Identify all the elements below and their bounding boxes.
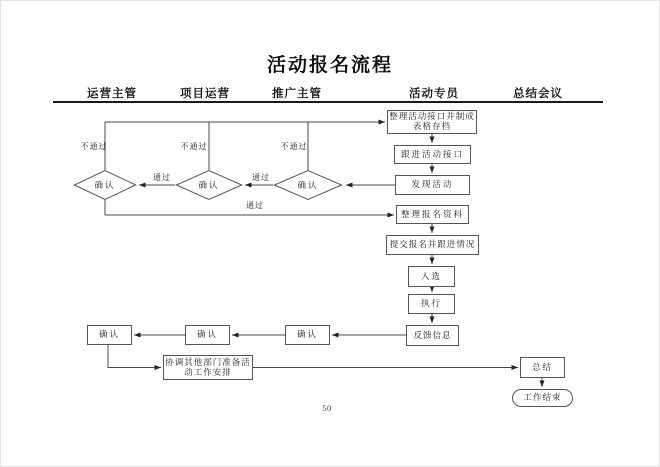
process-organize-materials-label: 整理报名资料 (400, 209, 464, 220)
lane-header-promotion-supervisor: 推广主管 (272, 86, 322, 100)
edge-label-fail-1: 不通过 (80, 142, 108, 151)
process-execute (408, 294, 455, 314)
process-organize-interface (387, 110, 477, 134)
lane-header-project-operations: 项目运营 (180, 86, 230, 100)
process-coordinate-departments-label: 协调其他部门准备活动工作安排 (165, 357, 251, 378)
edge-label-pass-1: 通过 (153, 173, 171, 182)
process-summary-label: 总结 (531, 362, 553, 373)
process-confirm-3 (285, 325, 330, 345)
process-confirm-1-label: 确认 (98, 330, 120, 340)
process-confirm-2 (185, 325, 230, 345)
process-organize-materials (396, 205, 469, 224)
decision-confirm-2-label: 确认 (198, 181, 220, 191)
decision-confirm-3-label: 确认 (297, 181, 319, 191)
process-feedback (406, 325, 459, 346)
decision-confirm-3 (273, 170, 343, 200)
lane-header-operations-supervisor: 运营主管 (87, 86, 137, 100)
terminator-work-end-label: 工作结束 (523, 393, 562, 403)
decision-confirm-2 (175, 170, 243, 200)
process-coordinate-departments (163, 355, 253, 380)
lane-header-summary-meeting: 总结会议 (513, 86, 563, 100)
process-feedback-label: 反馈信息 (413, 330, 452, 341)
edge-label-pass-2: 通过 (252, 173, 270, 182)
process-selected (408, 266, 455, 287)
page-number: 50 (322, 404, 332, 413)
process-discover-activity (395, 175, 470, 195)
process-follow-interface (394, 145, 471, 164)
decision-confirm-1-label: 确认 (94, 181, 116, 191)
process-summary (520, 357, 565, 378)
process-submit-follow-label: 提交报名并跟进情况 (389, 240, 476, 250)
edge-label-fail-3: 不通过 (280, 142, 308, 151)
process-submit-follow (386, 235, 479, 255)
process-confirm-1 (87, 325, 132, 345)
process-discover-activity-label: 发现活动 (411, 180, 454, 190)
process-confirm-2-label: 确认 (196, 330, 218, 340)
lane-header-activity-specialist: 活动专员 (409, 86, 459, 100)
edge-label-fail-2: 不通过 (180, 142, 208, 151)
process-organize-interface-label: 整理活动接口并制成表格存档 (389, 112, 475, 132)
terminator-work-end (512, 389, 573, 407)
process-confirm-3-label: 确认 (296, 330, 318, 340)
page-title: 活动报名流程 (266, 54, 393, 76)
edge-label-pass-3: 通过 (246, 201, 264, 210)
process-execute-label: 执行 (420, 299, 442, 309)
decision-confirm-1 (73, 170, 137, 200)
process-follow-interface-label: 跟进活动接口 (400, 149, 464, 160)
process-selected-label: 入选 (420, 271, 442, 282)
